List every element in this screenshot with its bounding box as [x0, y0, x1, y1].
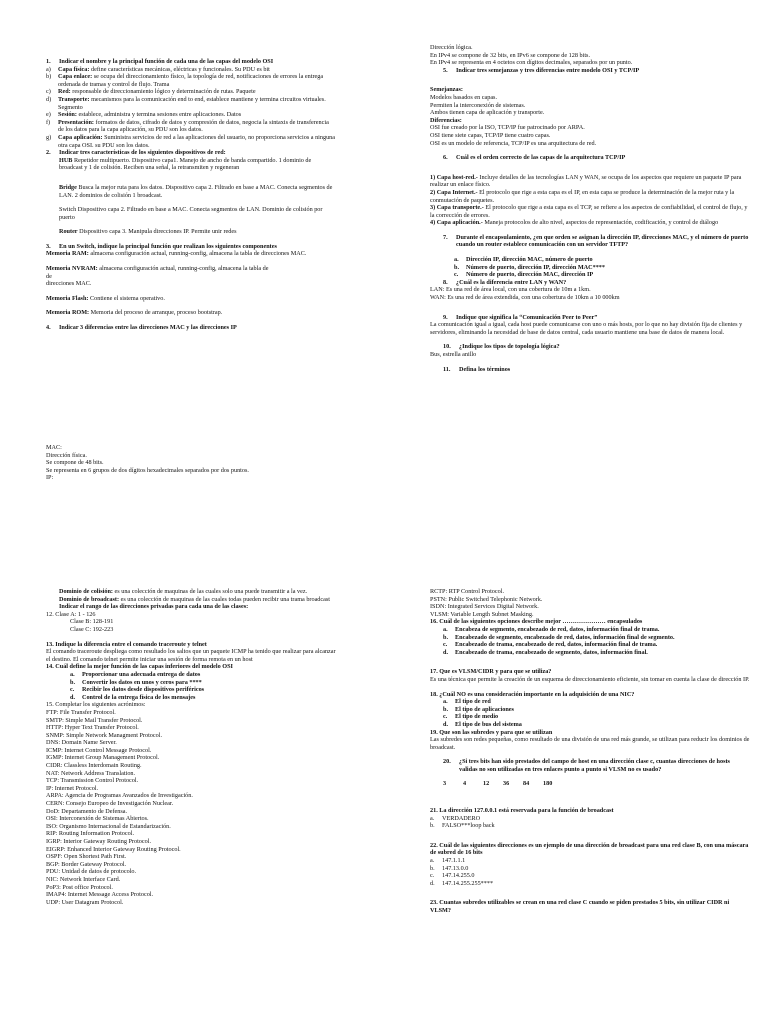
- bridge-text: Busca la mejor ruta para los datos. Dispositivo capa 2. Filtrado en base a MAC. Conecta segmentos de LAN. 2 dominios de colisión 1 broadcast.: [59, 183, 333, 199]
- q22-options: [430, 857, 750, 887]
- ip-lines: [430, 44, 750, 67]
- acronym-item: OSI: Interconexión de Sistemas Abiertos.: [46, 815, 149, 823]
- bridge-entry: [46, 184, 336, 199]
- acronym-item: CIDR: Classless Interdomain Routing.: [46, 762, 142, 770]
- hub-text: Repetidor multipuerto. Dispositivo capa1. Manejo de ancho de banda compartido. 1 dominio de broadcast y 1 de colisión. Reciben una señal, la retransmiten y regeneran: [59, 156, 312, 172]
- q22-option: [430, 880, 750, 888]
- q18-option: [443, 713, 750, 721]
- switch-entry: [46, 206, 336, 221]
- q1-answer-item: [46, 73, 336, 88]
- acronym-list: [46, 709, 336, 906]
- option-label: Transporte:: [58, 95, 90, 103]
- question-21: 21. La dirección 127.0.0.1 está reservada para la función de broadcast: [430, 807, 614, 815]
- option-text: 147.13.0.0: [442, 864, 469, 872]
- option-marker: d.: [443, 648, 448, 656]
- similarities-title: Semejanzas:: [430, 86, 463, 94]
- switch-label: Switch: [59, 206, 77, 214]
- option-label: Capa física:: [58, 65, 90, 73]
- option-text: [58, 96, 336, 111]
- acronym-list-continued: [430, 588, 750, 618]
- acronym-item: RIP: Routing Information Protocol.: [46, 830, 134, 838]
- acronym-item: NIC: Network Interface Card.: [46, 875, 121, 883]
- acronym-item: ARPA: Agencia de Programas Avanzados de Investigación.: [46, 792, 193, 800]
- tcp-layer-item: [430, 189, 750, 204]
- option-marker: b.: [430, 864, 435, 872]
- mac-block: [46, 444, 336, 482]
- question-number: 5.: [443, 66, 448, 74]
- q20-options: [430, 780, 750, 788]
- option-text: 147.14.255.0: [442, 872, 475, 880]
- tcp-layer-label: 4) Capa aplicación.-: [430, 219, 483, 227]
- q20-option: 3: [443, 780, 447, 788]
- option-marker: a.: [70, 670, 75, 678]
- option-marker: c.: [443, 713, 448, 721]
- question-10: [430, 343, 750, 351]
- question-text: Indique que significa la “Comunicación Peer to Peer”: [456, 313, 598, 321]
- mac-line: MAC:: [46, 444, 62, 451]
- acronym-item: OSPF: Open Shortest Path First.: [46, 853, 127, 861]
- option-text: Encabezado de trama, encabezado de red, datos, información final de trama.: [455, 641, 658, 649]
- option-marker: b.: [430, 822, 435, 830]
- q16-option: [443, 649, 750, 657]
- question-text: Indicar 3 diferencias entre las direcciones MAC y las direcciones IP: [59, 324, 237, 332]
- differences-title: Diferencias:: [430, 116, 462, 124]
- acronym-item: BGP: Border Gateway Protocol.: [46, 860, 127, 868]
- q9-answer: La comunicación igual a igual, cada host puede comunicarse con uno o más hosts, por lo que no hay división fija de clientes y servidores, eliminando la necesidad de base de datos central, cada usuario mantiene una base de datos de manera local.: [430, 321, 743, 336]
- q14-option: [70, 694, 336, 702]
- question-number: 10.: [443, 343, 451, 351]
- rom-text: Memoria del proceso de arranque, proceso bootstrap.: [90, 309, 223, 317]
- option-body: establece, administra y termina sesiones entre aplicaciones. Datos: [78, 111, 242, 119]
- question-text: Durante el encapsulamiento, ¿en que orden se asignan la dirección IP, direcciones MAC, y el número de puerto cuando un router establece comunicación con un servidor TFTP?: [456, 233, 749, 249]
- option-text: Número de puerto, dirección IP, dirección MAC****: [466, 263, 605, 271]
- tcp-layer-item: [430, 204, 750, 219]
- acronym-item: SNMP: Simple Network Managment Protocol.: [46, 731, 163, 739]
- question-text: En un Switch, indique la principal función que realizan los siguientes componentes: [59, 242, 277, 250]
- acronym-item: IGRP: Interior Gateway Routing Protocol.: [46, 838, 152, 845]
- option-label: Capa aplicación:: [58, 133, 103, 141]
- tcp-layer-label: 3) Capa transporte.-: [430, 204, 484, 212]
- question-18: 18. ¿Cuál NO es una consideración importante en la adquisición de una NIC?: [430, 690, 635, 698]
- q21-option: [430, 815, 750, 823]
- differences-list: [430, 124, 750, 147]
- q1-answer-item: [46, 111, 336, 119]
- q17-answer: Es una técnica que permite la creación de un esquema de direccionamiento eficiente, sin tomar en cuenta la clase de dirección IP.: [430, 675, 750, 683]
- question-6: [430, 154, 750, 162]
- question-4: [46, 324, 336, 332]
- option-text: El tipo de red: [455, 698, 491, 706]
- acronym-item: EIGRP: Enhanced Interior Gateway Routing Protocol.: [46, 845, 181, 853]
- acronym-item: UDP: User Datagram Protocol.: [46, 898, 124, 906]
- option-label: Sesión:: [58, 111, 77, 119]
- option-text: Proporcionar una adecuada entrega de datos: [82, 670, 201, 678]
- q16-option: [443, 641, 750, 649]
- tcp-layers: [430, 174, 750, 227]
- question-text: Cuál es el orden correcto de las capas de la arquitectura TCP/IP: [456, 154, 626, 162]
- option-text: [58, 66, 270, 74]
- question-number: 6.: [443, 154, 448, 162]
- q20-option: 84: [523, 780, 530, 788]
- top-right-column: [430, 44, 750, 373]
- option-marker: b.: [443, 705, 448, 713]
- acronym-item: IMAP4: Internet Message Access Protocol.: [46, 891, 154, 899]
- nvram-text-3: direcciones MAC.: [46, 280, 92, 288]
- acronym-item: FTP: File Transfer Protocol.: [46, 708, 116, 716]
- q18-option: [443, 721, 750, 729]
- mac-line: Dirección física.: [46, 451, 87, 459]
- option-text: 147.1.1.1: [442, 857, 466, 865]
- q14-option: [70, 679, 336, 687]
- option-marker: f): [46, 118, 51, 126]
- option-marker: d.: [443, 720, 448, 728]
- q20-option: 4: [463, 780, 467, 788]
- option-marker: c.: [430, 872, 435, 880]
- range-title: Indicar el rango de las direcciones privadas para cada una de las clases:: [59, 603, 249, 611]
- nvram-entry: [46, 265, 336, 273]
- ip-line: En IPv4 se compone de 32 bits, en IPv6 se compone de 128 bits.: [430, 51, 590, 59]
- q7-options: [430, 256, 750, 279]
- question-3: [46, 243, 336, 251]
- broadcast-domain: [46, 596, 336, 604]
- similarity-item: Permiten la interconexión de sistemas.: [430, 101, 526, 109]
- q7-option: [454, 264, 750, 272]
- question-16: 16. Cuál de las siguientes opciones describe mejor ………………… encapsulados: [430, 618, 643, 626]
- tcp-layer-label: 1) Capa host-red.-: [430, 173, 478, 181]
- acronym-item: IGMP: Internet Group Management Protocol.: [46, 754, 160, 762]
- q1-answers: [46, 66, 336, 150]
- ram-label: Memoria RAM:: [46, 250, 89, 258]
- question-15: 15. Completar los siguientes acrónimos:: [46, 701, 146, 709]
- bottom-right-column: [430, 588, 750, 915]
- acronym-item: PDU: Unidad de datos de protocolo.: [46, 868, 137, 876]
- option-marker: d): [46, 95, 52, 103]
- q18-option: [443, 706, 750, 714]
- q22-option: [430, 865, 750, 873]
- ip-line: En IPv4 se representa en 4 octetos con dígitos decimales, separados por un punto.: [430, 59, 633, 67]
- collision-label: Dominio de colisión:: [59, 588, 113, 595]
- option-text: VERDADERO: [442, 814, 481, 822]
- option-text: Encabezado de trama, encabezado de segmento, datos, información final.: [455, 648, 648, 656]
- q16-option: [443, 634, 750, 642]
- q14-option: [70, 671, 336, 679]
- q16-option: [443, 626, 750, 634]
- q7-option: [454, 256, 750, 264]
- top-left-column: [46, 58, 336, 332]
- acronym-item: SMTP: Simple Mail Transfer Protocol.: [46, 716, 143, 724]
- option-marker: c.: [70, 686, 75, 694]
- q14-options: [46, 671, 336, 701]
- option-marker: b.: [70, 678, 75, 686]
- q7-option: [454, 271, 750, 279]
- acronym-item: TCP: Transmission Control Protocol.: [46, 777, 139, 785]
- q12-answer: [46, 611, 336, 634]
- option-text: Número de puerto, dirección MAC, dirección IP: [466, 271, 594, 279]
- option-marker: b.: [454, 263, 459, 271]
- question-9: [430, 314, 750, 322]
- option-marker: a.: [430, 857, 435, 865]
- option-text: Recibir los datos desde dispositivos periféricos: [82, 686, 205, 694]
- acronym-item: RCTP: RTP Control Protocol.: [430, 588, 505, 595]
- option-body: Suministra servicios de red a las aplicaciones del usuario, no proporciona servicios a ninguna otra capa OSI. su PDU son los datos.: [58, 133, 336, 149]
- router-entry: [46, 228, 336, 236]
- tcp-layer-label: 2) Capa Internet.-: [430, 188, 478, 196]
- question-23: 23. Cuantas subredes utilizables se crean en una red clase C cuando se piden prestados 5 bits, sin utilizar CIDR ni VLSM?: [430, 899, 730, 914]
- option-body: mecanismos para la comunicación end to end, establece mantiene y termina circuitos virtuales. Segmento: [58, 95, 326, 111]
- option-marker: b): [46, 73, 52, 81]
- difference-item: OSI fue creado por la ISO, TCP/IP fue patrocinado por ARPA.: [430, 124, 585, 132]
- acronym-item: ISDN: Integrated Services Digital Network.: [430, 603, 539, 611]
- flash-text: Contiene el sistema operativo.: [90, 294, 165, 302]
- acronym-item: VLSM: Variable Length Subnet Masking.: [430, 610, 534, 618]
- router-label: Router: [59, 228, 78, 236]
- option-text: Convertir los datos en unos y ceros para ****: [82, 678, 202, 686]
- q21-option: [430, 822, 750, 830]
- question-text: Indicar tres características de los siguientes dispositivos de red:: [59, 149, 226, 157]
- question-number: 1.: [46, 58, 51, 65]
- question-text: ¿Indique los tipos de topología lógica?: [459, 343, 560, 351]
- q16-options: [430, 626, 750, 656]
- similarity-item: Modelos basados en capas.: [430, 93, 498, 101]
- q8-line: LAN: Es una red de área local, con una cobertura de 10m a 1km.: [430, 286, 591, 294]
- q20-option: 36: [503, 780, 510, 788]
- ram-text: almacena configuración actual, running-config, almacena la tabla de direcciones MAC.: [90, 250, 307, 258]
- question-2: [46, 149, 336, 157]
- option-label: Presentación:: [58, 118, 94, 126]
- acronym-item: PoP3: Post office Protocol.: [46, 883, 113, 891]
- option-marker: a.: [430, 814, 435, 822]
- question-number: 4.: [46, 324, 51, 332]
- q22-option: [430, 857, 750, 865]
- difference-item: OSI tiene siete capas, TCP/IP tiene cuatro capas.: [430, 131, 551, 139]
- difference-item: OSI es un modelo de referencia, TCP/IP es una arquitectura de red.: [430, 139, 597, 147]
- option-marker: a.: [443, 698, 448, 706]
- tcp-layer-item: [430, 219, 750, 227]
- tcp-layer-text: Incluye detalles de las tecnologías LAN y WAN, se ocupa de los aspectos que requiere un paquete IP para realizar un enlace físico.: [430, 173, 742, 189]
- q12-line: Clase C: 192-223: [70, 625, 114, 633]
- acronym-item: ISO: Organismo Internacional de Estandarización.: [46, 822, 171, 830]
- option-marker: e): [46, 111, 51, 119]
- q12-line: 12. Clase A: 1 - 126: [46, 610, 96, 618]
- question-text: Defina los términos: [459, 365, 511, 373]
- ram-entry: [46, 250, 336, 258]
- option-text: [58, 119, 336, 134]
- q18-options: [430, 698, 750, 728]
- flash-entry: [46, 295, 336, 303]
- question-19: 19. Que son las subredes y para que se utilizan: [430, 728, 553, 736]
- acronym-item: DoD: Departamento de Defensa.: [46, 807, 128, 815]
- q20-option: 180: [543, 780, 553, 788]
- collision-domain: [46, 588, 336, 596]
- collision-text: es una colección de maquinas de las cuales solo una puede transmitir a la vez.: [114, 588, 308, 595]
- option-text: [58, 88, 256, 96]
- nvram-label: Memoria NVRAM:: [46, 265, 98, 273]
- q1-answer-item: [46, 66, 336, 74]
- option-text: Encabeza de segmento, encabezado de red, datos, información final de trama.: [455, 625, 660, 633]
- option-text: FALSO***loop back: [442, 822, 495, 830]
- question-17: 17. Que es VLSM/CIDR y para que se utiliza?: [430, 668, 552, 676]
- option-label: Red:: [58, 88, 71, 96]
- q18-option: [443, 698, 750, 706]
- similarity-item: Ambos tienen capa de aplicación y transporte.: [430, 109, 545, 117]
- q1-answer-item: [46, 134, 336, 149]
- tcp-layer-item: [430, 174, 750, 189]
- question-number: 2.: [46, 149, 51, 157]
- q22-option: [430, 872, 750, 880]
- mac-line: IP:: [46, 474, 54, 482]
- tcp-layer-text: El protocolo que rige a esta capa es el IP, en esta capa se produce la determinación de la mejor ruta y la conmutación de paquetes.: [430, 188, 735, 204]
- question-22: 22. Cuál de las siguientes direcciones es un ejemplo de una dirección de broadcast para una red clase B, con una máscara de subred de 16 bits: [430, 841, 749, 857]
- option-text: El tipo de medio: [455, 713, 499, 721]
- ip-line: Dirección lógica.: [430, 44, 473, 51]
- switch-text: Dispositivo capa 2. Filtrado en base a MAC. Conecta segmentos de LAN. Dominio de colisión por puerto: [59, 206, 323, 221]
- question-text: Indicar el nombre y la principal función de cada una de las capas del modelo OSI: [59, 58, 274, 65]
- option-text: [58, 134, 336, 149]
- q8-answer: [430, 286, 750, 301]
- option-marker: a): [46, 65, 51, 73]
- flash-label: Memoria Flash:: [46, 294, 89, 302]
- question-5: [430, 67, 750, 75]
- question-13: 13. Indique la diferencia entre el comando traceroute y telnet: [46, 640, 207, 648]
- option-marker: c): [46, 88, 51, 96]
- question-number: 8.: [443, 278, 448, 286]
- option-marker: a.: [454, 256, 459, 264]
- q21-options: [430, 815, 750, 830]
- q1-answer-item: [46, 88, 336, 96]
- acronym-item: DNS: Domain Name Server.: [46, 739, 117, 747]
- option-text: Dirección IP, dirección MAC, número de puerto: [466, 256, 593, 264]
- q12-line: Clase B: 128-191: [70, 618, 114, 626]
- option-text: [58, 73, 336, 88]
- question-number: 7.: [443, 233, 448, 241]
- q19-answer: Las subredes son redes pequeñas, como resultado de una división de una red más grande, se utilizan para reducir los dominios de broadcast.: [430, 736, 750, 751]
- tcp-layer-text: El protocolo que rige a esta capa es el TCP, se refiere a los aspectos de confiabilidad, el control de flujo, y la corrección de errores.: [430, 204, 748, 219]
- acronym-item: PSTN: Public Switched Telephonic Network.: [430, 595, 543, 603]
- question-text: ¿Si tres bits han sido prestados del campo de host en una dirección clase c, cuantas direcciones de hosts validas no son utilizadas en tres enlaces punto a punto si VLSM no es usado?: [459, 758, 730, 773]
- option-label: Capa enlace:: [58, 73, 93, 81]
- nvram-text: almacena configuración actual, running-config, almacena la tabla de: [99, 265, 269, 273]
- question-number: 3.: [46, 242, 51, 250]
- q14-option: [70, 686, 336, 694]
- acronym-item: HTTP: Hyper Text Transfer Protocol.: [46, 724, 139, 732]
- option-body: se ocupa del direccionamiento físico, la topología de red, notificaciones de errores la entrega ordenada de tramas y control de flujo. Trama: [58, 73, 324, 88]
- option-marker: a.: [443, 625, 448, 633]
- similarities-list: [430, 94, 750, 117]
- acronym-item: CERN: Consejo Europeo de Investigación Nuclear.: [46, 800, 174, 808]
- rom-label: Memoria ROM:: [46, 309, 90, 317]
- q20-option: 12: [483, 780, 490, 788]
- bridge-label: Bridge: [59, 183, 77, 191]
- broadcast-label: Dominio de broadcast:: [59, 595, 120, 603]
- bottom-left-column: [46, 588, 336, 906]
- option-marker: d.: [430, 879, 435, 887]
- option-body: formatos de datos, cifrado de datos y compresión de datos, negocia la sintaxis de transferencia de los datos para la capa aplicación, su PDU son los datos.: [58, 118, 329, 134]
- question-text: Indicar tres semejanzas y tres diferencias entre modelo OSI y TCP/IP: [456, 66, 640, 74]
- option-marker: d.: [70, 693, 75, 701]
- q13-answer: El comando traceroute despliega como resultado los saltos que un paquete ICMP ha tenido que realizar para alcanzar el destino. El comando telnet permite iniciar una sesión de forma remota en un host: [46, 648, 336, 663]
- question-20: [430, 758, 750, 773]
- q1-answer-item: [46, 119, 336, 134]
- nvram-text-2: de: [46, 272, 52, 280]
- mac-line: Se compone de 48 bits.: [46, 459, 104, 467]
- question-number: 11.: [443, 365, 451, 373]
- q10-answer: Bus, estrella anillo: [430, 351, 477, 358]
- option-text: [58, 111, 241, 119]
- option-text: El tipo de bus del sistema: [455, 720, 522, 728]
- tcp-layer-text: Maneja protocolos de alto nivel, aspectos de representación, codificación, y control de diálogo: [484, 219, 719, 227]
- broadcast-text: es una colección de maquinas de las cuales todas pueden recibir una trama broadcast: [120, 595, 331, 603]
- option-body: responsable de direccionamiento lógico y determinación de rutas. Paquete: [72, 88, 256, 96]
- hub-label: HUB: [59, 156, 73, 164]
- mac-line: Se representa en 6 grupos de dos dígitos hexadecimales separados por dos puntos.: [46, 466, 249, 474]
- question-8: [430, 279, 750, 287]
- q8-line: WAN: Es una red de área extendida, con una cobertura de 10km a 10 000km: [430, 294, 620, 302]
- question-11: [430, 366, 750, 374]
- acronym-item: IP: Internet Protocol.: [46, 784, 99, 792]
- router-text: Dispositivo capa 3. Manipula direcciones IP. Permite unir redes: [79, 228, 237, 236]
- question-text: ¿Cuál es la diferencia entre LAN y WAN?: [456, 278, 567, 286]
- question-7: [430, 234, 750, 249]
- question-14: 14. Cuál define la mejor función de las capas inferiores del modelo OSI: [46, 663, 233, 671]
- hub-entry: [46, 157, 336, 172]
- question-1: [46, 58, 336, 66]
- question-number: 20.: [443, 758, 451, 766]
- option-text: Control de la entrega física de los mensajes: [82, 693, 196, 701]
- option-marker: g): [46, 133, 52, 141]
- acronym-item: ICMP: Internet Control Message Protocol.: [46, 746, 152, 754]
- acronym-item: NAT: Network Address Translation.: [46, 769, 136, 777]
- option-body: define características mecánicas, eléctricas y funcionales. Su PDU es bit: [91, 65, 270, 73]
- option-text: El tipo de aplicaciones: [455, 705, 514, 713]
- option-text: 147.14.255.255****: [442, 879, 494, 887]
- question-number: 9.: [443, 313, 448, 321]
- option-marker: c.: [454, 271, 459, 279]
- rom-entry: [46, 309, 336, 317]
- option-marker: b.: [443, 633, 448, 641]
- option-marker: c.: [443, 641, 448, 649]
- option-text: Encabezado de segmento, encabezado de red, datos, información final de segmento.: [455, 633, 675, 641]
- q1-answer-item: [46, 96, 336, 111]
